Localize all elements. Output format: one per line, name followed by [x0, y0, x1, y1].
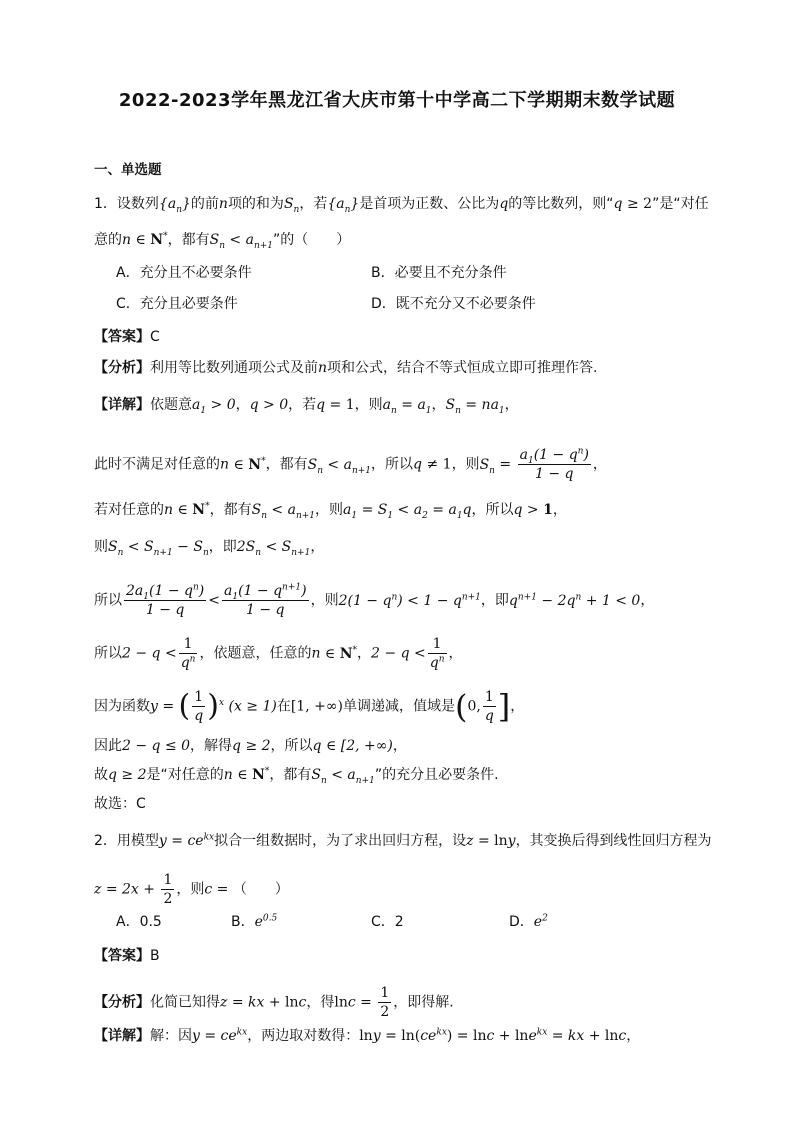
q1-detail-line1: 【详解】依题意$a_1 > 0$，q > 0，若q = 1，则$a_n = a_1$，$S_n = na_1$，	[94, 397, 519, 416]
q1-detail-line5: 所以 $\frac{2a_1(1 - q^n)}{1 - q}$ < $\frac{a_1(1 - q^{n+1})}{1 - q}$ ，则$2(1 - q^n) < 1 - q^{n+1}$，即$q^{n+1} - 2q^n + 1 < 0$，	[94, 582, 655, 618]
q1-detail-line4: 则$S_n < S_{n+1} - S_n$，即$2S_n < S_{n+1}$，	[94, 539, 325, 558]
q2-analysis: 【分析】化简已知得z = kx + lnc，得lnc = $\frac{1}{2}$ ，即得解.	[94, 985, 454, 1020]
q2-option-c: C．2	[371, 914, 404, 930]
q1-detail-line9: 故q ≥ 2是“对任意的n ∈ N*，都有$S_n < a_{n+1}$”的充分且必要条件.	[94, 766, 499, 786]
q1-detail-line3: 若对任意的n ∈ N*，都有$S_n < a_{n+1}$，则$a_1 = S_1 < a_2 = a_1q$，所以q > 1，	[94, 501, 567, 521]
section-heading: 一、单选题	[94, 162, 162, 178]
q2-option-d: D．$e^2$	[509, 913, 548, 930]
q1-option-b: B．必要且不充分条件	[371, 265, 507, 281]
q1-option-d: D．既不充分又不必要条件	[371, 296, 536, 312]
q1-detail-line6: 所以2 − q < $\frac{1}{q^n}$ ，依题意，任意的n ∈ N*，2 − q < $\frac{1}{q^n}$ ，	[94, 636, 463, 671]
q1-choose: 故选：C	[94, 796, 146, 812]
q2-option-b: B．$e^{0.5}$	[231, 913, 278, 930]
page-title: 2022-2023学年黑龙江省大庆市第十中学高二下学期期末数学试题	[118, 90, 676, 111]
q1-option-c: C．充分且必要条件	[116, 296, 238, 312]
q2-answer: 【答案】B	[94, 948, 160, 964]
q1-analysis: 【分析】利用等比数列通项公式及前n项和公式，结合不等式恒成立即可推理作答.	[94, 360, 598, 376]
q1-stem-line2: 意的n ∈ N*，都有$S_n < a_{n+1}$”的（ ）	[94, 231, 351, 251]
q1-answer: 【答案】C	[94, 329, 160, 345]
q1-detail-line7: 因为函数y = ( $\frac{1}{q}$ )$^x$ (x ≥ 1)在[1, +∞)单调递减，值域是(0, $\frac{1}{q}$ ]，	[94, 687, 525, 726]
q1-detail-line2: 此时不满足对任意的n ∈ N*，都有$S_n < a_{n+1}$，所以q ≠ 1，则$S_n$ = $\frac{a_1(1 - q^n)}{1 - q}$ ，	[94, 446, 607, 482]
q1-detail-line8: 因此2 − q ≤ 0，解得q ≥ 2，所以q ∈ [2, +∞)，	[94, 738, 407, 754]
q2-detail: 【详解】解：因$y = ce^{kx}$，两边取对数得：$\ln y = \ln(ce^{kx}) = \ln c + \ln e^{kx}$ = kx + lnc，	[94, 1027, 641, 1044]
q2-option-a: A．0.5	[116, 914, 162, 930]
q2-stem-line2: z = 2x + $\frac{1}{2}$ ，则c = （ ）	[94, 872, 289, 907]
q1-stem-line1: 1．设数列$\{a_n\}$的前n项的和为$S_n$，若$\{a_n\}$是首项为正数、公比为q的等比数列，则“q ≥ 2”是“对任	[94, 196, 709, 215]
q2-stem-line1: 2．用模型$y = ce^{kx}$拟合一组数据时，为了求出回归方程，设z = lny，其变换后得到线性回归方程为	[94, 832, 712, 849]
q1-option-a: A．充分且不必要条件	[116, 265, 252, 281]
